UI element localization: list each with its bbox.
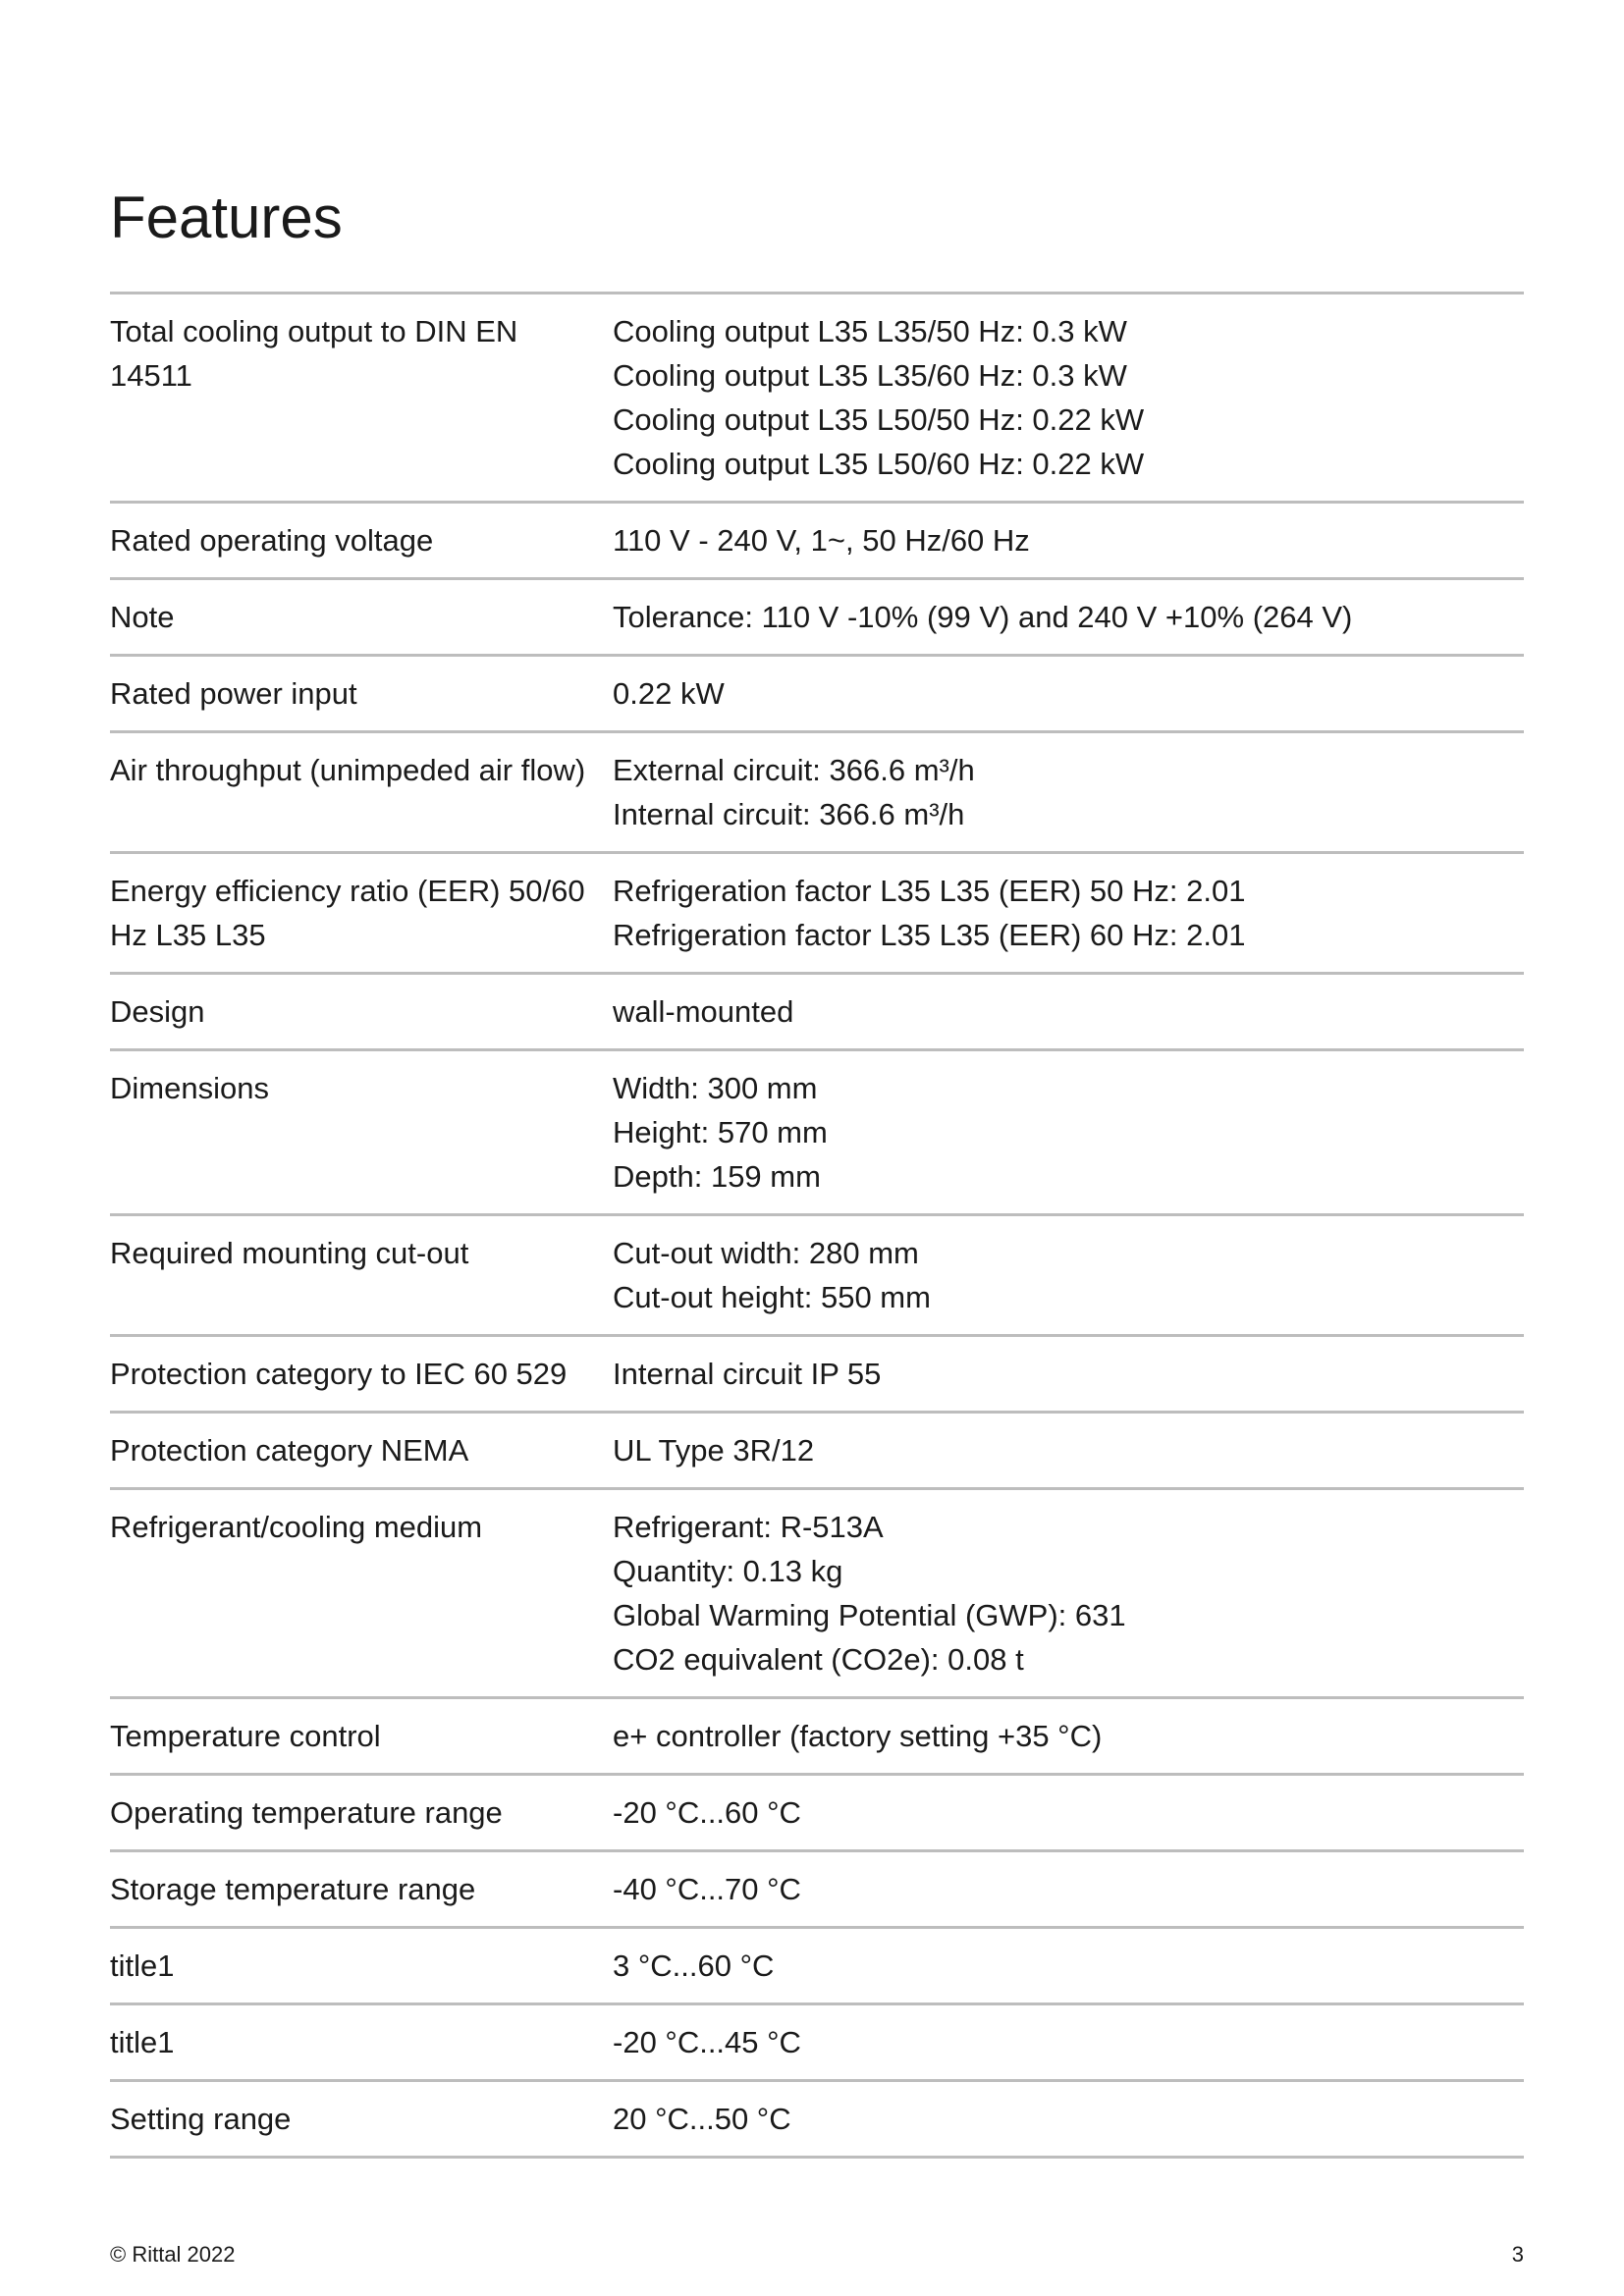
footer-copyright: © Rittal 2022 [110,2242,236,2267]
row-value: Internal circuit IP 55 [613,1357,882,1391]
row-value: -20 °C...60 °C [613,1795,801,1830]
row-values [613,1231,1524,1319]
row-value: Cooling output L35 L50/60 Hz: 0.22 kW [613,447,1145,481]
page-number: 3 [1511,2242,1524,2267]
row-value: 20 °C...50 °C [613,2102,791,2136]
row-label: title1 [110,2025,175,2059]
row-value: Cooling output L35 L35/50 Hz: 0.3 kW [613,314,1127,348]
row-label: Refrigerant/cooling medium [110,1510,483,1544]
table-row [110,1051,1524,1216]
table-row [110,1852,1524,1929]
row-values [613,2097,1524,2141]
row-value: e+ controller (factory setting +35 °C) [613,1719,1103,1753]
row-label: Protection category to IEC 60 529 [110,1357,568,1391]
row-value: wall-mounted [613,994,794,1029]
table-row [110,504,1524,580]
table-row [110,294,1524,504]
row-label: Energy efficiency ratio (EER) 50/60 Hz L35 L35 [110,874,585,952]
row-value: Refrigeration factor L35 L35 (EER) 60 Hz: 2.01 [613,918,1246,952]
page-title: Features [110,185,343,250]
row-value: Depth: 159 mm [613,1159,821,1194]
row-value: 3 °C...60 °C [613,1949,775,1983]
features-table [110,292,1524,2159]
row-values [613,1428,1524,1472]
table-row [110,854,1524,975]
row-label: Note [110,600,175,634]
row-value: Quantity: 0.13 kg [613,1554,843,1588]
row-values [613,1944,1524,1988]
row-value: Cut-out height: 550 mm [613,1280,931,1314]
row-value: External circuit: 366.6 m³/h [613,753,975,787]
row-values [613,1867,1524,1911]
row-value: Global Warming Potential (GWP): 631 [613,1598,1126,1632]
row-values [613,1352,1524,1396]
row-value: Cooling output L35 L35/60 Hz: 0.3 kW [613,358,1127,393]
table-row [110,1699,1524,1776]
row-value: -40 °C...70 °C [613,1872,801,1906]
row-value: Refrigeration factor L35 L35 (EER) 50 Hz: 2.01 [613,874,1246,908]
row-values [613,309,1524,486]
row-value: CO2 equivalent (CO2e): 0.08 t [613,1642,1024,1677]
table-row [110,1929,1524,2005]
row-value: Cooling output L35 L50/50 Hz: 0.22 kW [613,402,1145,437]
row-label: Temperature control [110,1719,381,1753]
row-label: Design [110,994,205,1029]
row-value: Height: 570 mm [613,1115,828,1149]
table-row [110,2082,1524,2159]
table-row [110,1490,1524,1699]
row-label: Rated operating voltage [110,523,434,558]
table-row [110,733,1524,854]
row-label: title1 [110,1949,175,1983]
row-value: -20 °C...45 °C [613,2025,801,2059]
row-label: Total cooling output to DIN EN 14511 [110,314,518,393]
row-values [613,748,1524,836]
row-label: Protection category NEMA [110,1433,469,1468]
row-label: Setting range [110,2102,292,2136]
table-row [110,1216,1524,1337]
row-value: 110 V - 240 V, 1~, 50 Hz/60 Hz [613,523,1030,558]
table-row [110,1414,1524,1490]
row-label: Operating temperature range [110,1795,503,1830]
row-value: Tolerance: 110 V -10% (99 V) and 240 V +10% (264 V) [613,600,1353,634]
row-value: Internal circuit: 366.6 m³/h [613,797,965,831]
table-row [110,657,1524,733]
row-values [613,1790,1524,1835]
row-label: Air throughput (unimpeded air flow) [110,753,586,787]
row-values [613,989,1524,1034]
row-value: Refrigerant: R-513A [613,1510,884,1544]
row-label: Required mounting cut-out [110,1236,469,1270]
row-values [613,1066,1524,1199]
row-values [613,671,1524,716]
table-row [110,2005,1524,2082]
row-values [613,518,1524,562]
table-row [110,1776,1524,1852]
row-values [613,1505,1524,1682]
row-values [613,869,1524,957]
row-values [613,595,1524,639]
row-values [613,2020,1524,2064]
row-value: UL Type 3R/12 [613,1433,815,1468]
row-label: Storage temperature range [110,1872,476,1906]
row-value: Cut-out width: 280 mm [613,1236,919,1270]
table-row [110,580,1524,657]
row-values [613,1714,1524,1758]
row-value: 0.22 kW [613,676,725,711]
row-value: Width: 300 mm [613,1071,818,1105]
table-row [110,1337,1524,1414]
row-label: Rated power input [110,676,357,711]
table-row [110,975,1524,1051]
row-label: Dimensions [110,1071,269,1105]
